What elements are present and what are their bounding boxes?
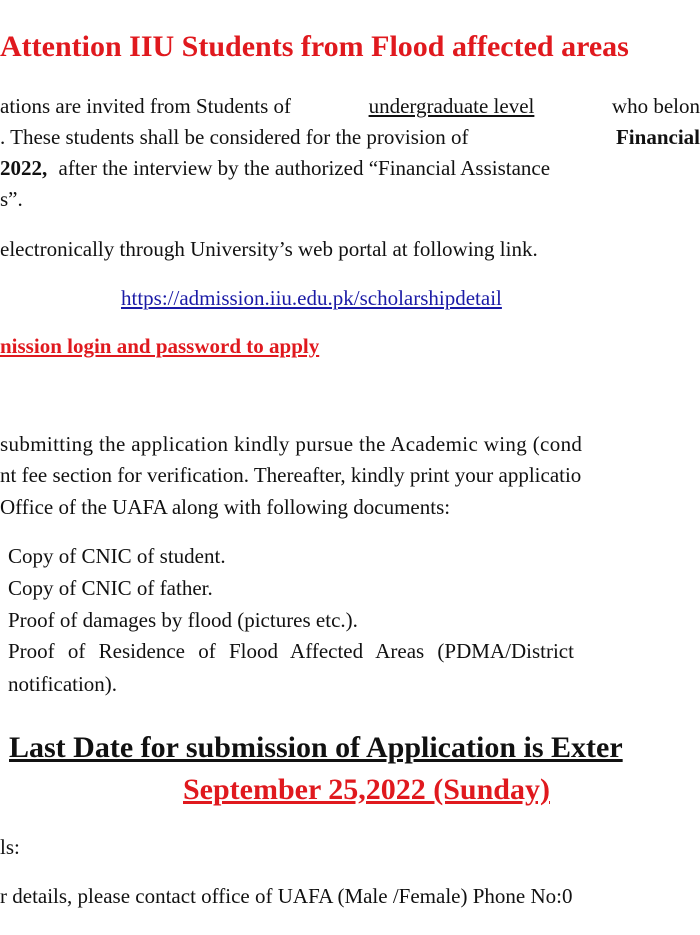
instruction-line-1: submitting the application kindly pursue the Academic wing (cond — [0, 432, 583, 456]
document-item: Proof of damages by flood (pictures etc.). — [8, 608, 358, 632]
undergraduate-level-text: undergraduate level — [368, 94, 535, 118]
last-date-title: Last Date for submission of Application is Exter — [9, 731, 623, 764]
intro-line-4: s”. — [0, 187, 23, 211]
scholarship-link[interactable]: https://admission.iiu.edu.pk/scholarshipdetail — [121, 286, 502, 310]
intro-line-2: . These students shall be considered for the provision of Financial — [0, 125, 700, 149]
last-date-value: September 25,2022 (Sunday) — [183, 773, 550, 806]
document-item: Proof of Residence of Flood Affected Areas (PDMA/District — [8, 639, 574, 663]
document-item: Copy of CNIC of father. — [8, 576, 213, 600]
document-item: Copy of CNIC of student. — [8, 544, 226, 568]
contact-label: ls: — [0, 835, 20, 859]
instruction-line-3: Office of the UAFA along with following documents: — [0, 495, 451, 519]
instruction-line-2: nt fee section for verification. Thereafter, kindly print your applicatio — [0, 463, 582, 487]
login-note: nission login and password to apply — [0, 334, 320, 358]
document-item-continued: notification). — [8, 672, 118, 696]
intro-line-3: 2022, after the interview by the authorized “Financial Assistance — [0, 156, 551, 180]
financial-text: Financial — [615, 125, 700, 149]
notice-heading: Attention IIU Students from Flood affected areas — [0, 30, 629, 63]
contact-details: r details, please contact office of UAFA (Male /Female) Phone No:0 — [0, 884, 573, 908]
apply-instruction: electronically through University’s web portal at following link. — [0, 237, 538, 261]
intro-line-1: ations are invited from Students of undergraduate level who belon — [0, 94, 700, 118]
